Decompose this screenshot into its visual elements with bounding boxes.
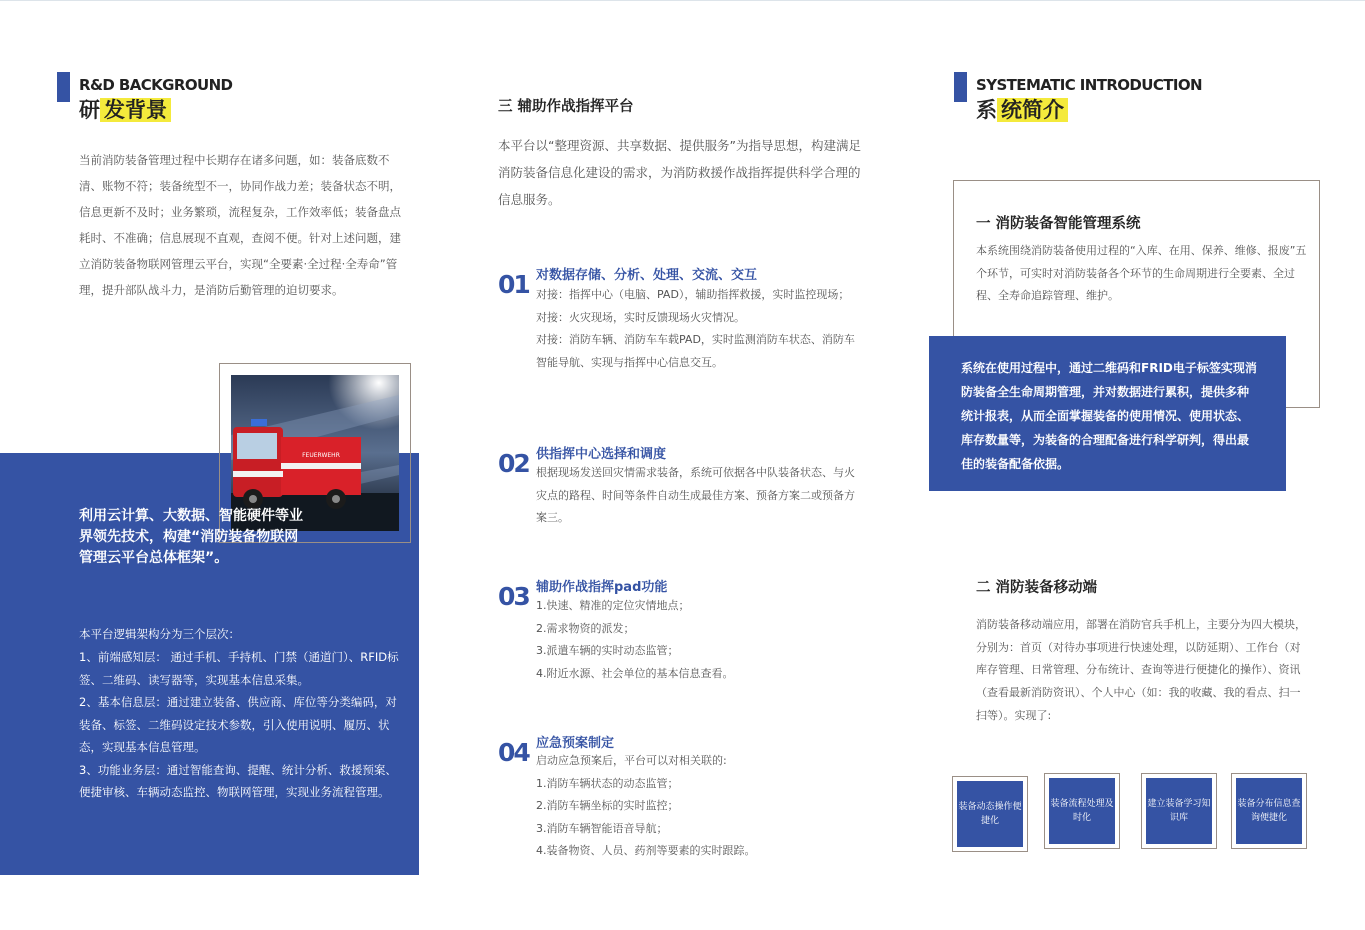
- sys-section1-body: 本系统围绕消防装备使用过程的“入库、在用、保养、维修、报废”五个环节，可实时对消防装备各个环节的生命周期进行全要素、全过程、全寿命追踪管理、维护。: [976, 244, 1307, 302]
- section-items: [536, 595, 860, 685]
- section-item: 4.装备物资、人员、药剂等要素的实时跟踪。: [536, 844, 756, 857]
- feature-tile: [1141, 773, 1217, 849]
- layer-item: 2、基本信息层：通过建立装备、供应商、库位等分类编码，对装备、标签、二维码设定技术参数，引入使用说明、履历、状态，实现基本信息管理。: [79, 695, 397, 754]
- section-title: 辅助作战指挥pad功能: [536, 580, 668, 595]
- feature-tile: [952, 776, 1028, 852]
- rd-cn-title-b: 发背景: [100, 98, 171, 122]
- section-item: 1.快速、精准的定位灾情地点；: [536, 599, 690, 612]
- section-item: 对接：消防车辆、消防车车载PAD，实时监测消防车状态、消防车智能导航、实现与指挥中心信息交互。: [536, 333, 855, 369]
- section-item: 3.派遣车辆的实时动态监管；: [536, 644, 679, 657]
- section-number: 04: [498, 738, 529, 767]
- sys-cn-title: [976, 94, 1068, 124]
- top-divider: [0, 0, 1365, 1]
- middle-heading: 三 辅助作战指挥平台: [498, 99, 634, 115]
- section-title: 供指挥中心选择和调度: [536, 447, 667, 462]
- layer-item: 1、前端感知层： 通过手机、手持机、门禁（通道门）、RFID标签、二维码、读写器等，实现基本信息采集。: [79, 650, 399, 687]
- sys-section2-body: 消防装备移动端应用，部署在消防官兵手机上，主要分为四大模块，分别为：首页（对待办事项进行快速处理，以防延期）、工作台（对库存管理、日常管理、分布统计、查询等进行便捷化的操作）、资讯（查看最新消防资讯）、个人中心（如：我的收藏、我的看点、扫一扫等）。实现了:: [976, 618, 1306, 722]
- title-accent-bar: [954, 72, 967, 102]
- section-item: 2.消防车辆坐标的实时监控；: [536, 799, 679, 812]
- section-items: [536, 284, 860, 374]
- rd-background-text: 当前消防装备管理过程中长期存在诸多问题，如：装备底数不清、账物不符；装备统型不一，协同作战力差；装备状态不明，信息更新不及时；业务繁琐，流程复杂，工作效率低；装备盘点耗时、不准确；信息展现不直观，查阅不便。针对上述问题，建立消防装备物联网管理云平台，实现“全要素·全过程·全寿命”管理，提升部队战斗力，是消防后勤管理的迫切要求。: [79, 153, 401, 297]
- section-item: 3.消防车辆智能语音导航；: [536, 821, 668, 835]
- section-items: [536, 462, 860, 530]
- sys-section1-heading: 一 消防装备智能管理系统: [976, 216, 1141, 232]
- sys-section2-heading: 二 消防装备移动端: [976, 580, 1098, 596]
- truck-label: FEUERWEHR: [302, 452, 340, 459]
- rd-cn-title: [79, 94, 171, 124]
- sys-en-title: SYSTEMATIC INTRODUCTION: [976, 76, 1202, 94]
- title-accent-bar: [57, 72, 70, 102]
- rd-cn-title-a: 研: [79, 98, 100, 122]
- feature-tile: [1231, 773, 1307, 849]
- section-number: 02: [498, 449, 529, 478]
- feature-tile-label: 装备流程处理及时化: [1049, 778, 1115, 844]
- section-item: 对接：火灾现场，实时反馈现场火灾情况。: [536, 310, 745, 324]
- feature-tile-label: 建立装备学习知识库: [1146, 778, 1212, 844]
- section-item: 2.需求物资的派发；: [536, 621, 635, 635]
- section-title: 对数据存储、分析、处理、交流、交互: [536, 268, 758, 283]
- highlight-text: 系统在使用过程中，通过二维码和FRID电子标签实现消防装备全生命周期管理，并对数据进行累积，提供多种统计报表，从而全面掌握装备的使用情况、使用状态、库存数量等，为装备的合理配备进行科学研判，得出最佳的装备配备依据。: [961, 361, 1257, 471]
- rd-en-title: R&D BACKGROUND: [79, 76, 233, 94]
- feature-tile: [1044, 773, 1120, 849]
- layers-intro: 本平台逻辑架构分为三个层次：: [79, 627, 240, 641]
- section-item: 1.消防车辆状态的动态监管；: [536, 776, 679, 790]
- layer-item: 3、功能业务层：通过智能查询、提醒、统计分析、救援预案、便捷审核、车辆动态监控、物联网管理，实现业务流程管理。: [79, 762, 397, 799]
- middle-intro: 本平台以“整理资源、共享数据、提供服务”为指导思想，构建满足消防装备信息化建设的需求，为消防救援作战指挥提供科学合理的信息服务。: [498, 138, 861, 207]
- layers-list: [79, 646, 405, 804]
- section-items: [536, 750, 860, 863]
- section-item: 启动应急预案后，平台可以对相关联的:: [536, 754, 727, 767]
- section-number: 03: [498, 582, 529, 611]
- section-item: 4.附近水源、社会单位的基本信息查看。: [536, 666, 734, 680]
- sys-cn-title-a: 系: [976, 98, 997, 122]
- platform-slogan: 利用云计算、大数据、智能硬件等业界领先技术，构建“消防装备物联网管理云平台总体框架”。: [79, 508, 303, 566]
- feature-tile-label: 装备动态操作便捷化: [957, 781, 1023, 847]
- feature-tile-label: 装备分布信息查询便捷化: [1236, 778, 1302, 844]
- sys-cn-title-b: 统简介: [997, 98, 1068, 122]
- section-item: 对接：指挥中心（电脑、PAD），辅助指挥救援，实时监控现场；: [536, 288, 850, 301]
- section-number: 01: [498, 270, 529, 299]
- section-title: 应急预案制定: [536, 736, 615, 751]
- section-item: 根据现场发送回灾情需求装备，系统可依据各中队装备状态、与火灾点的路程、时间等条件自动生成最佳方案、预备方案二或预备方案三。: [536, 466, 855, 524]
